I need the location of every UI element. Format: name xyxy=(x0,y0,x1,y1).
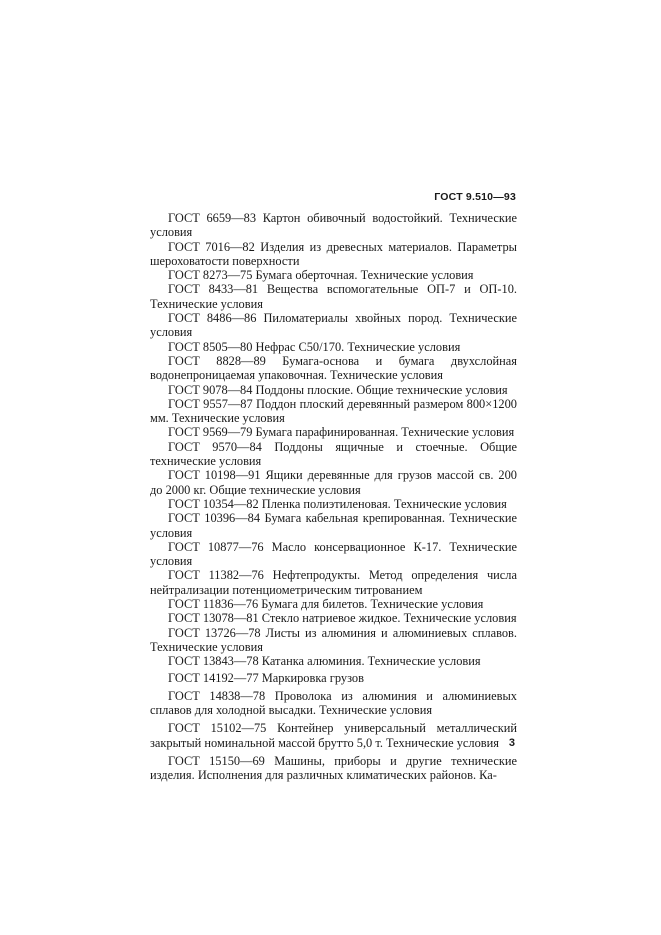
reference-entry: ГОСТ 10877—76 Масло консервационное К-17. Технические условия xyxy=(150,539,517,569)
standard-header: ГОСТ 9.510—93 xyxy=(434,191,516,203)
reference-entry: ГОСТ 8486—86 Пиломатериалы хвойных пород. Технические условия xyxy=(150,311,517,340)
reference-entry: ГОСТ 9570—84 Поддоны ящичные и стоечные. Общие технические условия xyxy=(150,439,517,469)
reference-entry: ГОСТ 11836—76 Бумага для билетов. Технические условия xyxy=(168,597,484,612)
reference-entry: ГОСТ 8273—75 Бумага оберточная. Технические условия xyxy=(168,268,474,283)
reference-entry: ГОСТ 13843—78 Катанка алюминия. Технические условия xyxy=(168,654,481,669)
reference-entry: ГОСТ 9569—79 Бумага парафинированная. Технические условия xyxy=(168,425,515,440)
reference-entry: ГОСТ 8433—81 Вещества вспомогательные ОП-7 и ОП-10. Технические условия xyxy=(150,282,517,311)
page-number: 3 xyxy=(508,737,515,749)
reference-entry: ГОСТ 14838—78 Проволока из алюминия и алюминиевых сплавов для холодной высадки. Технические условия xyxy=(150,688,517,718)
reference-entry: ГОСТ 14192—77 Маркировка грузов xyxy=(168,670,364,685)
reference-entry: ГОСТ 15102—75 Контейнер универсальный металлический закрытый номинальной массой брутто 5,0 т. Технические условия xyxy=(150,721,517,750)
reference-entry: ГОСТ 13726—78 Листы из алюминия и алюминиевых сплавов. Технические условия xyxy=(150,625,517,654)
reference-entry: ГОСТ 13078—81 Стекло натриевое жидкое. Технические условия xyxy=(168,611,517,626)
reference-entry: ГОСТ 10354—82 Пленка полиэтиленовая. Технические условия xyxy=(168,496,507,511)
reference-entry: ГОСТ 9078—84 Поддоны плоские. Общие технические условия xyxy=(168,382,508,397)
reference-entry: ГОСТ 10198—91 Ящики деревянные для грузов массой св. 200 до 2000 кг. Общие технические условия xyxy=(150,468,517,497)
reference-entry: ГОСТ 11382—76 Нефтепродукты. Метод определения числа нейтрализации потенциометрическим титрованием xyxy=(150,568,517,597)
reference-entry: ГОСТ 8828—89 Бумага-основа и бумага двухслойная водонепроницаемая упаковочная. Технические условия xyxy=(150,353,517,383)
reference-entry: ГОСТ 8505—80 Нефрас С50/170. Технические условия xyxy=(168,339,461,354)
reference-entry: ГОСТ 9557—87 Поддон плоский деревянный размером 800×1200 мм. Технические условия xyxy=(150,396,517,426)
reference-entry: ГОСТ 7016—82 Изделия из древесных материалов. Параметры шероховатости поверхности xyxy=(150,239,517,268)
reference-entry: ГОСТ 15150—69 Машины, приборы и другие технические изделия. Исполнения для различных климатических районов. Ка- xyxy=(150,753,517,783)
references-list xyxy=(150,211,517,783)
reference-entry: ГОСТ 6659—83 Картон обивочный водостойкий. Технические условия xyxy=(150,211,517,240)
reference-entry: ГОСТ 10396—84 Бумага кабельная крепированная. Технические условия xyxy=(150,511,517,540)
